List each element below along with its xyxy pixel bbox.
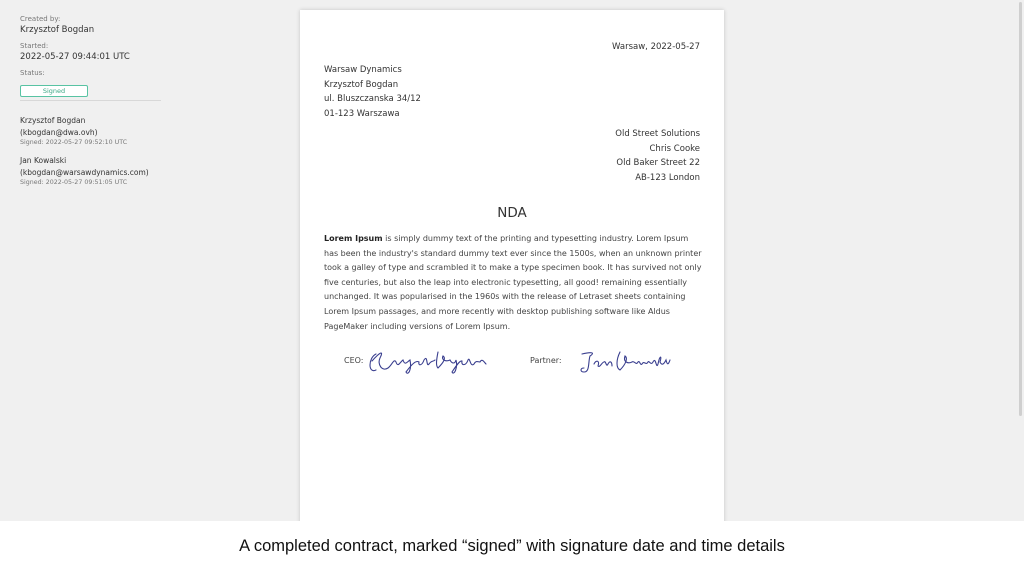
sender-line: ul. Bluszczanska 34/12	[324, 94, 421, 105]
signature-row	[300, 346, 724, 380]
sender-line: Krzysztof Bogdan	[324, 79, 399, 90]
started-label: Started:	[20, 42, 49, 50]
recipient-line: Old Baker Street 22	[616, 158, 700, 169]
body-bold-term: Lorem Ipsum	[324, 234, 383, 243]
signer-entry	[20, 115, 170, 147]
status-badge: Signed	[20, 85, 88, 97]
image-caption: A completed contract, marked “signed” with signature date and time details	[0, 521, 1024, 576]
document-title: NDA	[497, 205, 527, 221]
partner-signature	[576, 346, 674, 380]
signer-name: Krzysztof Bogdan	[20, 116, 86, 125]
sender-line: 01-123 Warszawa	[324, 108, 400, 119]
ceo-label: CEO:	[344, 356, 364, 365]
signer-signed-time: Signed: 2022-05-27 09:51:05 UTC	[20, 179, 128, 186]
document-date: Warsaw, 2022-05-27	[612, 42, 700, 52]
recipient-line: AB-123 London	[635, 172, 700, 183]
body-text: is simply dummy text of the printing and typesetting industry. Lorem Ipsum has been the industry's standard dummy text ever since the 1500s, when an unknown printer took a galley of type and scrambled it to make a type specimen book. It has survived not only five centuries, but also the leap into electronic typesetting, all good! remaining essentially unchanged. It was popularised in the 1960s with the release of Letraset sheets containing Lorem Ipsum passages, and more recently with desktop publishing software like Aldus PageMaker including versions of Lorem Ipsum.	[324, 234, 702, 331]
signer-email: (kbogdan@warsawdynamics.com)	[20, 167, 149, 177]
status-label: Status:	[20, 69, 45, 77]
document-page	[300, 10, 724, 521]
signer-entry	[20, 155, 170, 187]
signer-signed-time: Signed: 2022-05-27 09:52:10 UTC	[20, 139, 128, 146]
signer-name: Jan Kowalski	[20, 156, 67, 165]
partner-label: Partner:	[530, 356, 562, 365]
recipient-line: Chris Cooke	[649, 143, 700, 154]
recipient-address	[615, 127, 700, 185]
sender-address	[324, 63, 421, 121]
started-value: 2022-05-27 09:44:01 UTC	[20, 52, 130, 62]
created-by-label: Created by:	[20, 15, 61, 23]
vertical-scrollbar[interactable]	[1019, 2, 1022, 416]
created-by-value: Krzysztof Bogdan	[20, 25, 95, 35]
signer-email: (kbogdan@dwa.ovh)	[20, 127, 98, 137]
sidebar	[0, 0, 170, 521]
ceo-signature	[366, 346, 488, 380]
document-body	[324, 232, 702, 334]
sidebar-divider	[20, 100, 161, 101]
recipient-line: Old Street Solutions	[615, 129, 700, 139]
sender-line: Warsaw Dynamics	[324, 65, 402, 75]
